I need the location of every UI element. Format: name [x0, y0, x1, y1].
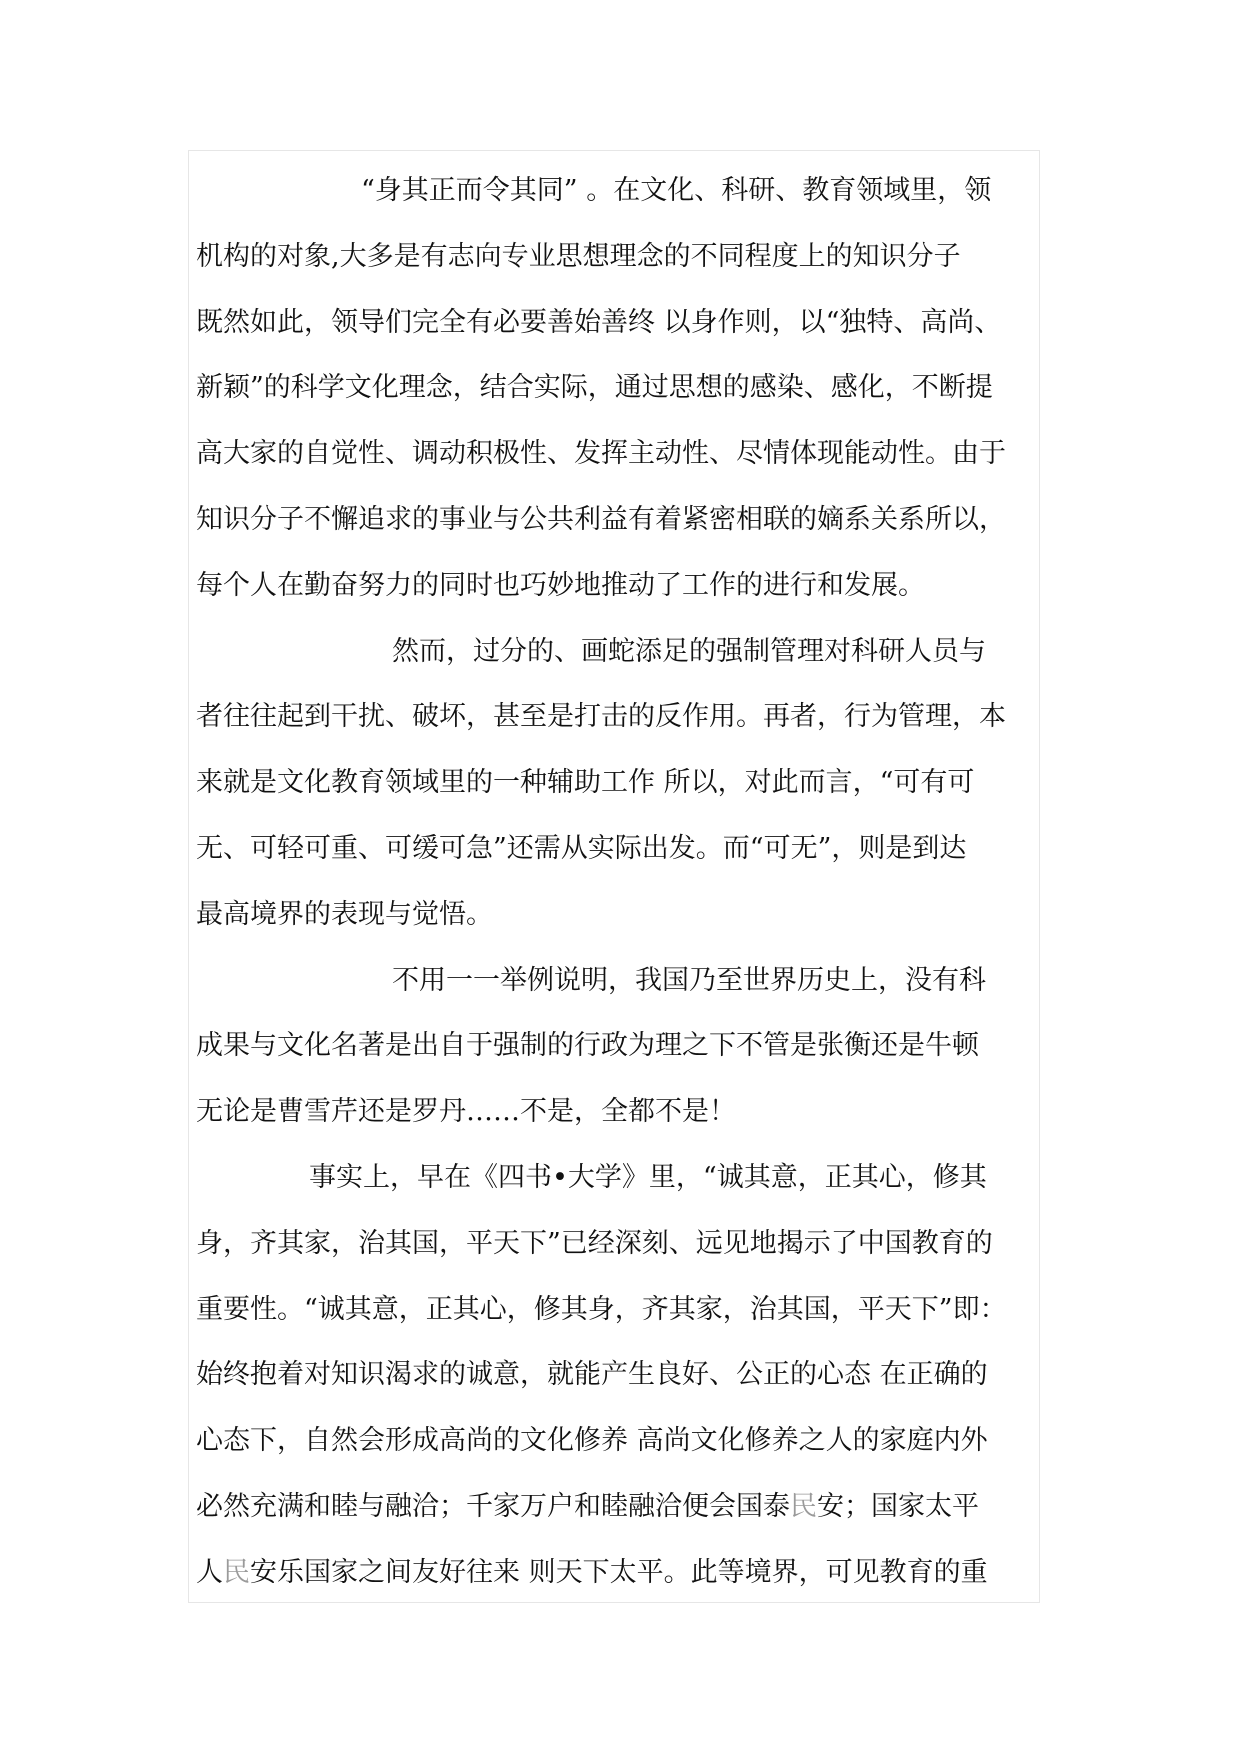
text-line: 来就是文化教育领域里的一种辅助工作 所以，对此而言，“可有可	[196, 767, 975, 799]
text-line: 然而，过分的、画蛇添足的强制管理对科研人员与	[392, 635, 986, 667]
text-line	[196, 1540, 1036, 1606]
text-line: 每个人在勤奋努力的同时也巧妙地推动了工作的进行和发展。	[196, 569, 925, 601]
text-segment: 人	[196, 1556, 223, 1588]
text-line: 心态下，自然会形成高尚的文化修养 高尚文化修养之人的家庭内外	[196, 1425, 988, 1457]
text-segment: 安乐国家之间友好往来 则天下太平。此等境界，可见教育的重	[250, 1556, 988, 1588]
text-line: 机构的对象,大多是有志向专业思想理念的不同程度上的知识分子	[196, 240, 961, 272]
text-line: 事实上，早在《四书•大学》里，“诚其意，正其心，修其	[309, 1161, 987, 1193]
text-line: 既然如此，领导们完全有必要善始善终 以身作则，以“独特、高尚、	[196, 306, 1002, 338]
text-line: 新颖”的科学文化理念，结合实际，通过思想的感染、感化，不断提	[196, 372, 993, 404]
text-line: 重要性。“诚其意，正其心，修其身，齐其家，治其国，平天下”即：	[196, 1293, 1007, 1325]
faded-character: 民	[223, 1556, 250, 1588]
text-segment: 必然充满和睦与融洽；千家万户和睦融洽便会国泰	[196, 1490, 790, 1522]
text-line: “身其正而令其同” 。在文化、科研、教育领域里，领	[361, 175, 992, 206]
text-line: 无、可轻可重、可缓可急”还需从实际出发。而“可无”，则是到达	[196, 832, 967, 864]
text-line: 始终抱着对知识渴求的诚意，就能产生良好、公正的心态 在正确的	[196, 1359, 988, 1391]
text-line	[196, 1474, 1036, 1540]
text-line: 成果与文化名著是出自于强制的行政为理之下不管是张衡还是牛顿	[196, 1030, 979, 1062]
text-line: 知识分子不懈追求的事业与公共利益有着紧密相联的嫡系关系所以，	[196, 503, 1006, 535]
faded-character: 民	[790, 1490, 817, 1522]
text-line: 身，齐其家，治其国，平天下”已经深刻、远见地揭示了中国教育的	[196, 1227, 993, 1259]
text-line: 者往往起到干扰、破坏，甚至是打击的反作用。再者，行为管理，本	[196, 701, 1006, 733]
text-line: 不用一一举例说明，我国乃至世界历史上，没有科	[392, 964, 986, 996]
text-line: 高大家的自觉性、调动积极性、发挥主动性、尽情体现能动性。由于	[196, 438, 1006, 470]
text-line: 最高境界的表现与觉悟。	[196, 898, 493, 930]
text-line: 无论是曹雪芹还是罗丹……不是，全都不是！	[196, 1096, 736, 1128]
text-segment: 安；国家太平	[817, 1490, 979, 1522]
document-body	[196, 158, 1036, 1606]
